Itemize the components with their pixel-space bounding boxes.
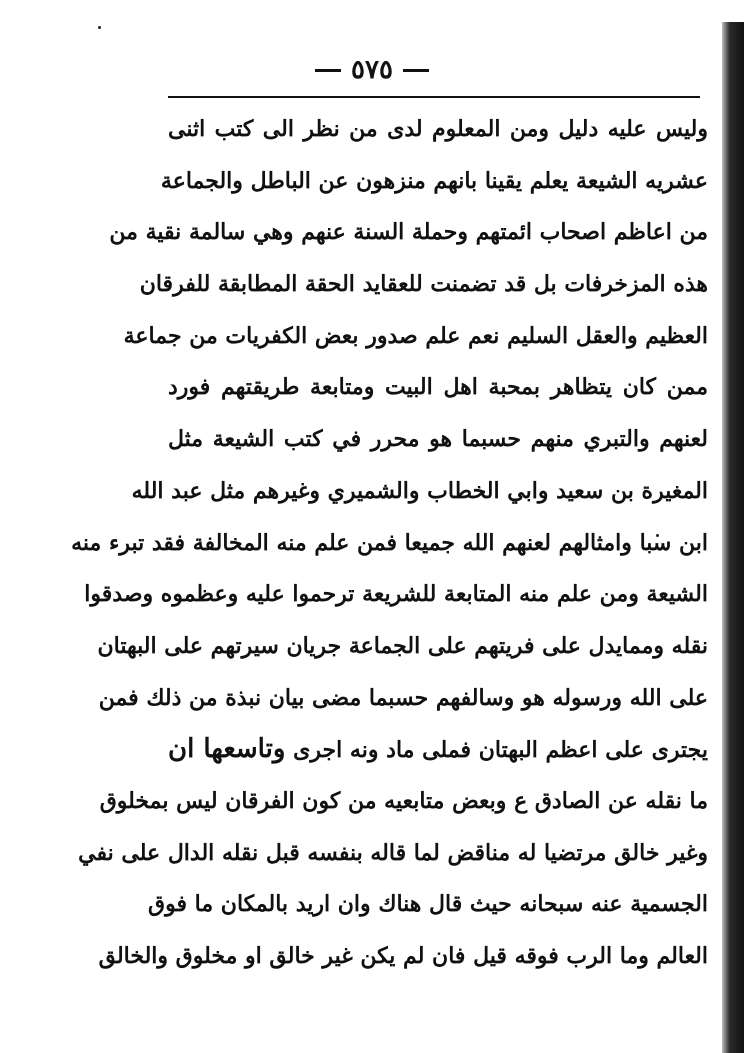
scan-speck [98, 26, 101, 29]
text-line-6: ممن كان يتظاهر بمحبة اهل البيت ومتابعة طريقتهم فورد [168, 374, 708, 401]
text-line-5: العظيم والعقل السليم نعم علم صدور بعض الكفريات من جماعة [123, 322, 708, 349]
text-line-17: العالم وما الرب فوقه قيل فان لم يكن غير خالق او مخلوق والخالق [98, 943, 708, 969]
text-line-4: هذه المزخرفات بل قد تضمنت للعقايد الحقة المطابقة للفرقان [139, 271, 708, 298]
header-dash-right [403, 69, 429, 72]
text-line-8: المغيرة بن سعيد وابي الخطاب والشميري وغيرهم مثل عبد الله [131, 477, 708, 504]
header-dash-left [315, 69, 341, 72]
section-emphasis: وتاسعها ان [168, 734, 286, 765]
text-line-1: وليس عليه دليل ومن المعلوم لدى من نظر الى كتب اثنى [168, 116, 708, 142]
text-line-9: ابن سبا وامثالهم لعنهم الله جميعا فمن علم منه المخالفة فقد تبرء منه [71, 529, 708, 556]
text-line-7: لعنهم والتبري منهم حسبما هو محرر في كتب الشيعة مثل [168, 426, 708, 453]
page-number: ٥٧٥ [351, 55, 393, 85]
text-line-2: عشريه الشيعة يعلم يقينا بانهم منزهون عن الباطل والجماعة [160, 167, 708, 194]
body-text [71, 104, 708, 983]
page-header [0, 52, 744, 88]
text-line-13-text: يجترى على اعظم البهتان فملى ماد ونه اجرى [293, 737, 708, 764]
text-line-16: الجسمية عنه سبحانه حيث قال هناك وان اريد بالمكان ما فوق [148, 891, 708, 918]
scan-edge-shadow [722, 22, 744, 1053]
text-line-12: على الله ورسوله هو وسالفهم حسبما مضى بيان نبذة من ذلك فمن [98, 684, 708, 711]
header-rule [168, 96, 700, 98]
text-line-15: وغير خالق مرتضيا له مناقض لما قاله بنفسه قبل نقله الدال على نفي [78, 839, 708, 866]
text-line-11: نقله وممايدل على فريتهم على الجماعة جريان سيرتهم على البهتان [97, 632, 708, 659]
text-line-13 [168, 724, 708, 776]
text-line-3: من اعاظم اصحاب ائمتهم وحملة السنة عنهم وهي سالمة نقية من [109, 219, 708, 246]
text-line-14: ما نقله عن الصادق ع وبعض متابعيه من كون الفرقان ليس بمخلوق [99, 787, 708, 814]
text-line-10: الشيعة ومن علم منه المتابعة للشريعة ترحموا عليه وعظموه وصدقوا [84, 581, 708, 608]
